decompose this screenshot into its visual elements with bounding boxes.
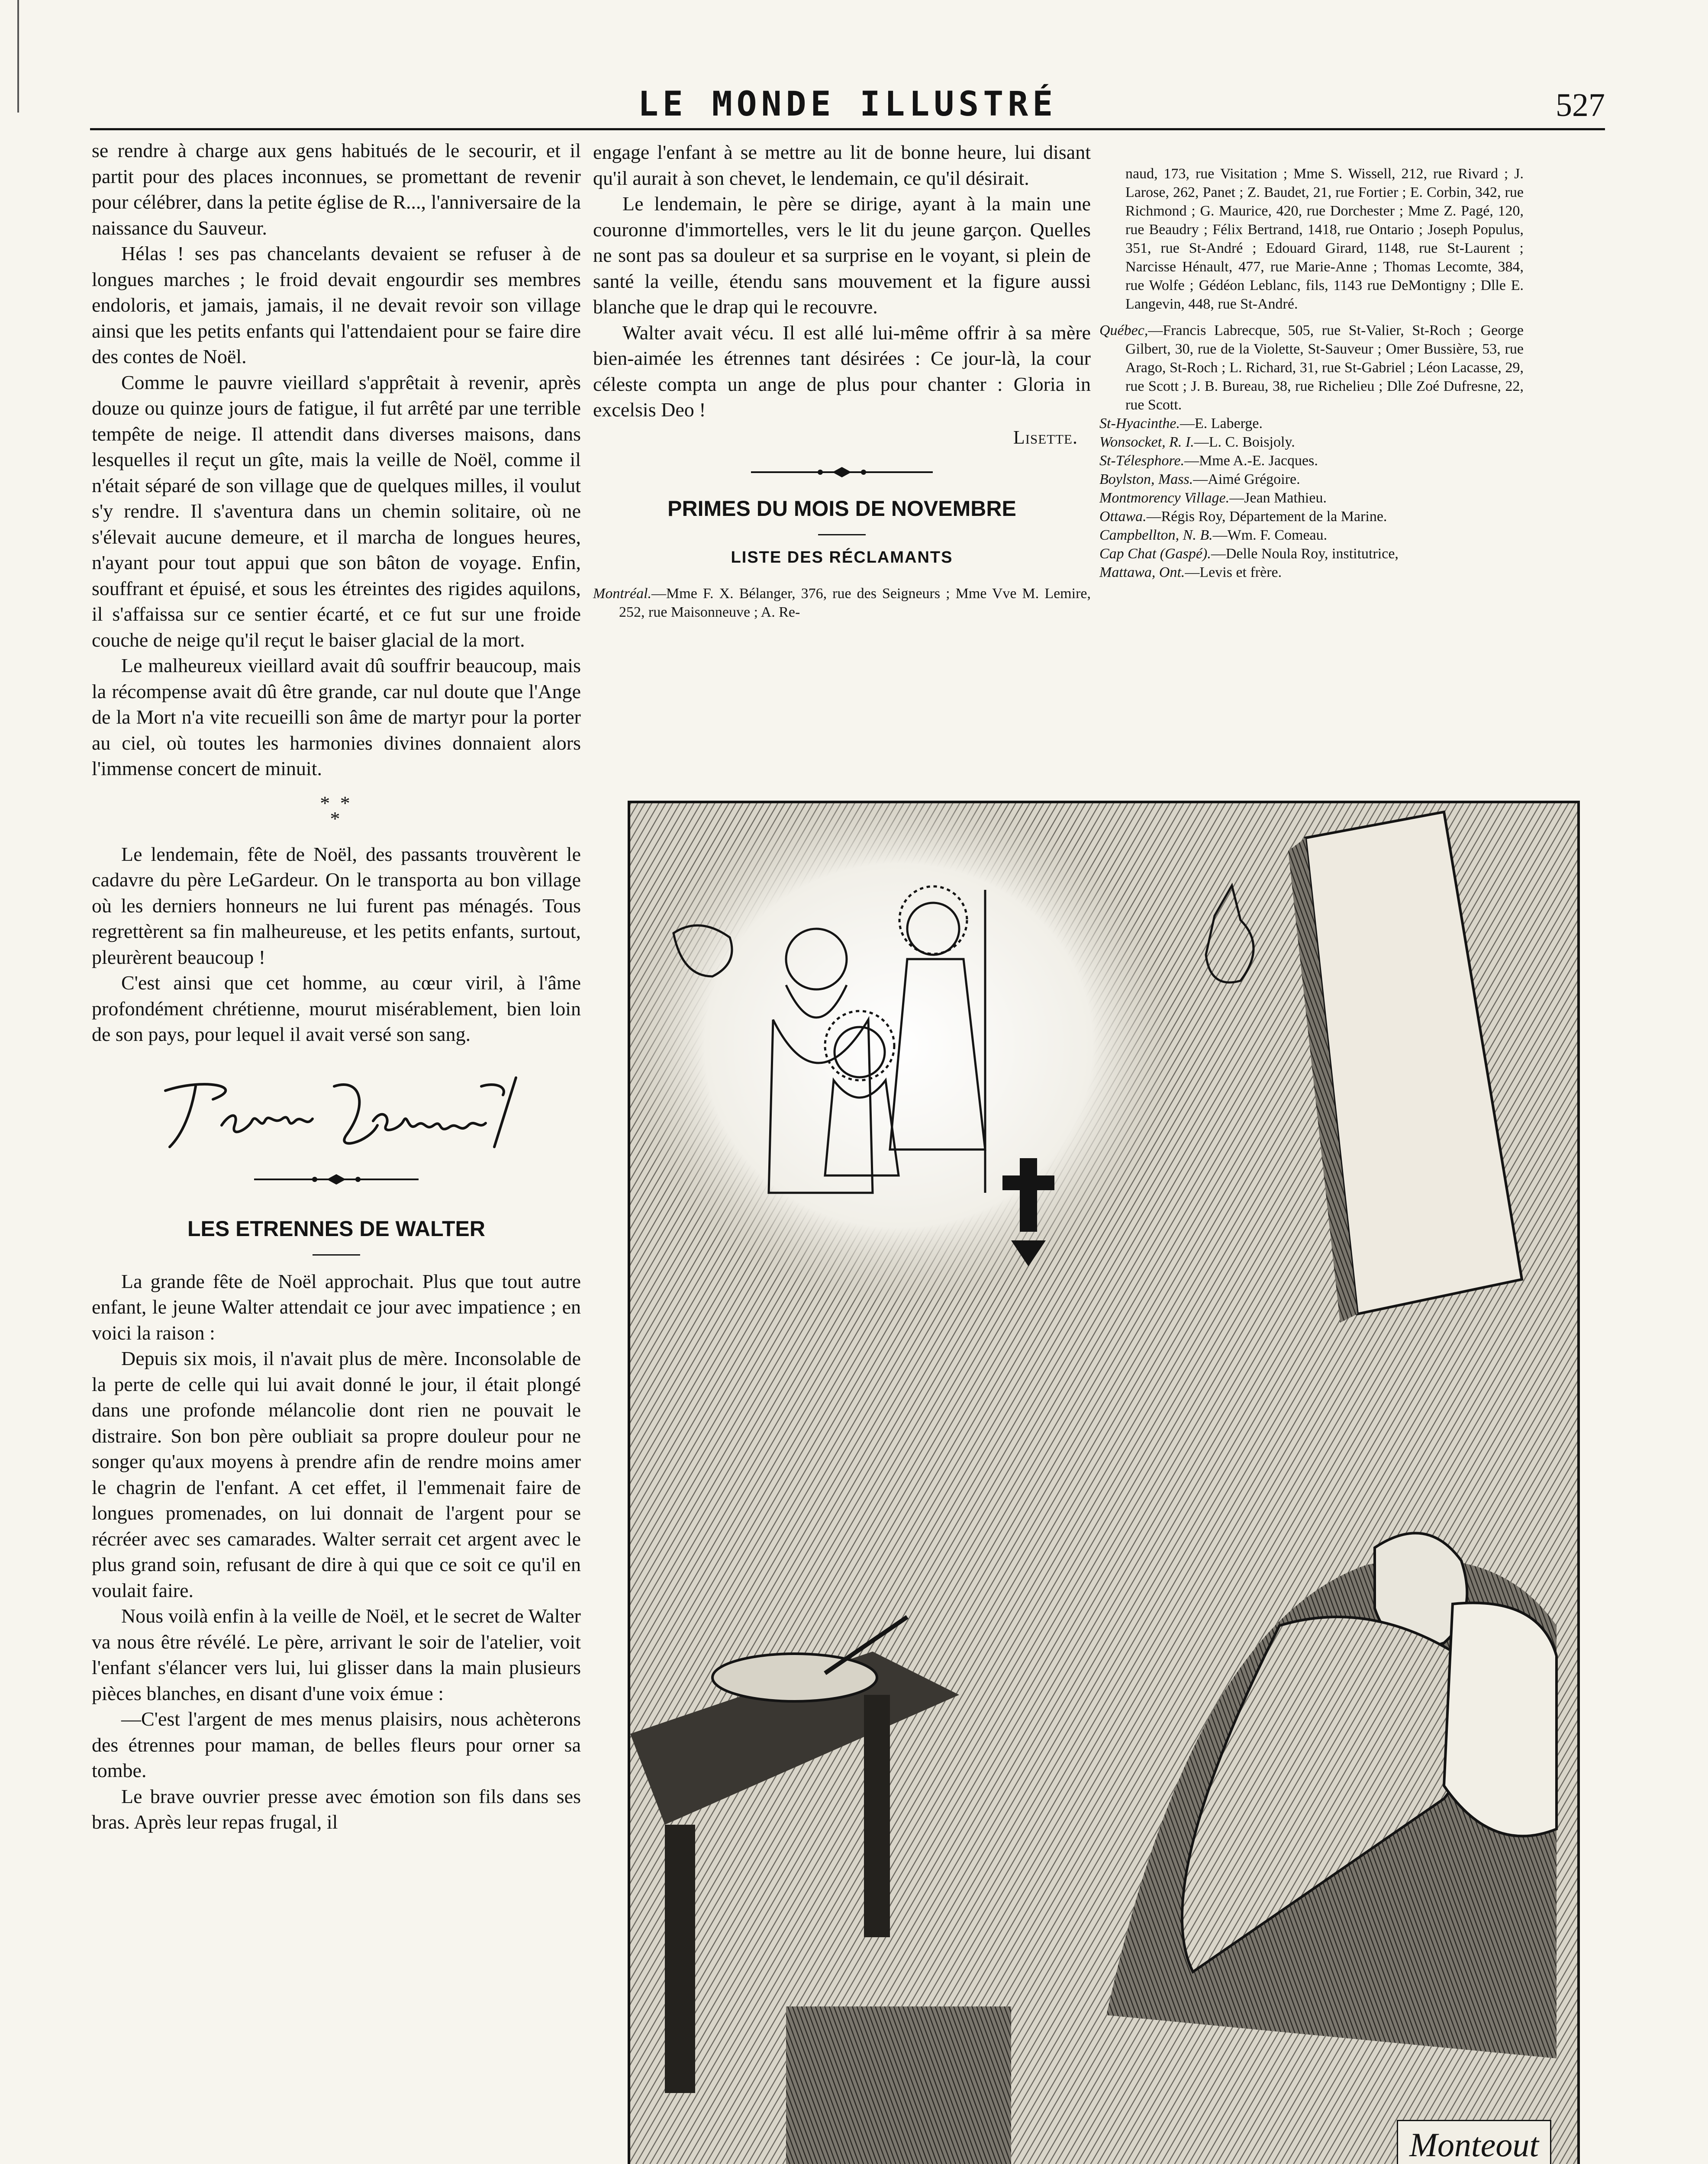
paragraph: La grande fête de Noël approchait. Plus que tout autre enfant, le jeune Walter attendait ce jour avec impatience ; en voici la raison : xyxy=(92,1270,581,1344)
stool xyxy=(786,2006,1011,2164)
author-byline: Lisette. xyxy=(1013,426,1078,448)
short-rule xyxy=(818,534,866,535)
claimant-entry xyxy=(1099,544,1524,563)
newspaper-title: LE MONDE ILLUSTRÉ xyxy=(638,85,1057,124)
paragraph: Comme le pauvre vieillard s'apprêtait à revenir, après douze ou quinze jours de fatigue, il fut arrêté par une terrible tempête de neige. Il attendit dans diverses maisons, dans lesquelles il reçut un gîte, mais la veille de Noël, comme il n'était séparé de son village que de quelques milles, il voulut s'y rendre. Il s'aventura dans un chemin solitaire, où ne s'élevait aucune demeure, et il marcha de longues heures, n'ayant pour tout appui que son bâton de voyage. Enfin, souffrant et épuisé, et sous les étreintes des rigides aquilons, il s'affaissa sur ce sentier écarté, et ce fut sur une froide couche de neige qu'il reçut le baiser glacial de la mort. xyxy=(92,371,581,651)
claimant-list xyxy=(1099,321,1524,582)
paragraph: —C'est l'argent de mes menus plaisirs, nous achèterons des étrennes pour maman, de belles fleurs pour orner sa tombe. xyxy=(92,1708,581,1781)
claimant-entry xyxy=(1099,526,1524,544)
claimant-names: —Régis Roy, Département de la Marine. xyxy=(1146,509,1387,525)
list-title: LISTE DES RÉCLAMANTS xyxy=(731,548,953,567)
artist-signature: Monteout xyxy=(1397,2120,1551,2164)
paragraph: Hélas ! ses pas chancelants devaient se refuser à de longues marches ; le froid devait engourdir ses membres endoloris, et jamais, jamais, il ne devait revoir son village ainsi que les petits enfants qui l'attendaient pour se faire dire des contes de Noël. xyxy=(92,242,581,367)
paragraph: Walter avait vécu. Il est allé lui-même offrir à sa mère bien-aimée les étrennes tant désirées : Ce jour-là, la cour céleste compta un ange de plus pour chanter : Gloria in excelsis Deo ! xyxy=(593,321,1091,421)
claimant-names: —L. C. Boisjoly. xyxy=(1194,434,1295,450)
claimant-entry xyxy=(1099,451,1524,470)
claimant-entry xyxy=(1099,321,1524,414)
page-edge-mark xyxy=(17,0,19,113)
claimant-names: —Mme F. X. Bélanger, 376, rue des Seigneurs ; Mme Vve M. Lemire, 252, rue Maisonneuve ; A. Re- xyxy=(619,585,1091,620)
primes-title: PRIMES DU MOIS DE NOVEMBRE xyxy=(667,496,1016,521)
city-name: Ottawa. xyxy=(1099,509,1147,525)
city-name: Mattawa, Ont. xyxy=(1099,564,1185,580)
city-name: Montmorency Village. xyxy=(1099,490,1230,506)
claimant-names: —E. Laberge. xyxy=(1180,415,1263,432)
city-name: Cap Chat (Gaspé). xyxy=(1099,546,1211,562)
story-title: LES ETRENNES DE WALTER xyxy=(187,1216,485,1241)
paragraph: C'est ainsi que cet homme, au cœur viril, à l'âme profondément chrétienne, mourut misérablement, bien loin de son pays, pour lequel il avait versé son sang. xyxy=(92,972,581,1045)
section-stars: * * * xyxy=(320,792,353,830)
claimant-names: —Mme A.-E. Jacques. xyxy=(1184,453,1318,469)
claimant-entry xyxy=(1099,470,1524,489)
table-leg xyxy=(665,1825,695,2093)
city-name: Québec, xyxy=(1099,322,1148,338)
ornament-divider xyxy=(742,466,941,479)
engraving-scene xyxy=(630,803,1577,2164)
claimant-names: —Delle Noula Roy, institutrice, xyxy=(1211,546,1399,562)
claimant-entry xyxy=(1099,563,1524,582)
page-number: 527 xyxy=(1556,87,1605,123)
paragraph: Le lendemain, fête de Noël, des passants trouvèrent le cadavre du père LeGardeur. On le transporta au bon village où les derniers honneurs ne lui furent pas ménagés. Tous regrettèrent sa fin malheureuse, et les petits enfants, surtout, pleurèrent beaucoup ! xyxy=(92,843,581,968)
claimant-entry xyxy=(593,584,1091,622)
pillow xyxy=(1444,1603,1557,1836)
handwritten-signature xyxy=(92,1060,581,1164)
paragraph: engage l'enfant à se mettre au lit de bonne heure, lui disant qu'il aurait à son chevet, le lendemain, ce qu'il désirait. xyxy=(593,141,1091,189)
engraving-illustration xyxy=(628,801,1580,2164)
paragraph: Le lendemain, le père se dirige, ayant à la main une couronne d'immortelles, vers le lit du jeune garçon. Quelles ne sont pas sa douleur et sa surprise en le voyant, si plein de santé la veille, étendu sans mouvement et la figure aussi blanche que le drap qui le recouvre. xyxy=(593,193,1091,318)
paragraph: Nous voilà enfin à la veille de Noël, et le secret de Walter va nous être révélé. Le père, arrivant le soir de l'atelier, voit l'enfant s'élancer vers lui, lui glisser dans la main plusieurs pièces blanches, en disant d'une voix émue : xyxy=(92,1605,581,1704)
paragraph: Le brave ouvrier presse avec émotion son fils dans ses bras. Après leur repas frugal, il xyxy=(92,1785,581,1833)
paragraph: Depuis six mois, il n'avait plus de mère. Inconsolable de la perte de celle qui lui avait donné le jour, il était plongé dans une profonde mélancolie dont rien ne pouvait le distraire. Son bon père oubliait sa propre douleur pour ne songer qu'aux moyens à prendre afin de rendre moins amer le chagrin de l'enfant. A cet effet, il l'emmenait faire de longues promenades, on lui donnait de l'argent pour se récréer avec ses camarades. Walter serrait cet argent avec le plus grand soin, refusant de dire à qui que ce soit ce qu'il en voulait faire. xyxy=(92,1347,581,1601)
paragraph: Le malheureux vieillard avait dû souffrir beaucoup, mais la récompense avait dû être grande, car nul doute que l'Ange de la Mort n'a vite recueilli son âme de martyr pour la porter au ciel, où toutes les harmonies divines donnaient alors l'immense concert de minuit. xyxy=(92,654,581,779)
city-name: Montréal. xyxy=(593,585,652,602)
claimant-names: —Wm. F. Comeau. xyxy=(1212,527,1328,543)
column-3 xyxy=(1099,164,1524,582)
short-rule xyxy=(313,1254,360,1256)
claimant-entry xyxy=(1099,433,1524,451)
claimant-entry xyxy=(1099,507,1524,526)
column-2 xyxy=(593,139,1091,622)
claimant-names: —Aimé Grégoire. xyxy=(1193,471,1300,487)
claimant-names: —Levis et frère. xyxy=(1185,564,1282,580)
column-1 xyxy=(92,138,581,1835)
claimant-entry-continued: naud, 173, rue Visitation ; Mme S. Wissell, 212, rue Rivard ; J. Larose, 262, Panet ; Z. Baudet, 21, rue Fortier ; E. Corbin, 342, rue Richmond ; G. Maurice, 420, rue Dorchester ; Mme Z. Pagé, 120, rue Beaudry ; Félix Bertrand, 1418, rue Ontario ; Joseph Populus, 351, rue St-André ; Edouard Girard, 1148, rue St-Laurent ; Narcisse Hénault, 477, rue Marie-Anne ; Thomas Lecomte, 384, rue Wolfe ; Gédéon Leblanc, fils, 1143 rue DeMontigny ; Dlle E. Langevin, 448, rue St-André. xyxy=(1125,166,1524,312)
city-name: St-Télesphore. xyxy=(1099,453,1185,469)
bowl xyxy=(712,1654,877,1701)
paragraph: se rendre à charge aux gens habitués de le secourir, et il partit pour des places inconnues, se promettant de revenir pour célébrer, dans la petite église de R..., l'anniversaire de la naissance du Sauveur. xyxy=(92,139,581,239)
city-name: St-Hyacinthe. xyxy=(1099,415,1180,432)
city-name: Boylston, Mass. xyxy=(1099,471,1193,487)
claimant-names: —Francis Labrecque, 505, rue St-Valier, St-Roch ; George Gilbert, 30, rue de la Violette, St-Sauveur ; Omer Bussière, 53, rue Arago, St-Roch ; L. Richard, 31, rue St-Gabriel ; Léon Lacasse, 29, rue Scott ; J. B. Bureau, 38, rue Richelieu ; Dlle Zoé Dufresne, 22, rue Scott. xyxy=(1125,322,1524,413)
city-name: Campbellton, N. B. xyxy=(1099,527,1213,543)
claimant-entry xyxy=(1099,414,1524,433)
ornament-divider xyxy=(245,1173,427,1186)
claimant-entry xyxy=(1099,489,1524,507)
masthead xyxy=(90,85,1605,132)
masthead-rule xyxy=(90,128,1605,130)
city-name: Wonsocket, R. I. xyxy=(1099,434,1194,450)
claimant-names: —Jean Mathieu. xyxy=(1229,490,1327,506)
table-leg xyxy=(864,1695,890,1937)
